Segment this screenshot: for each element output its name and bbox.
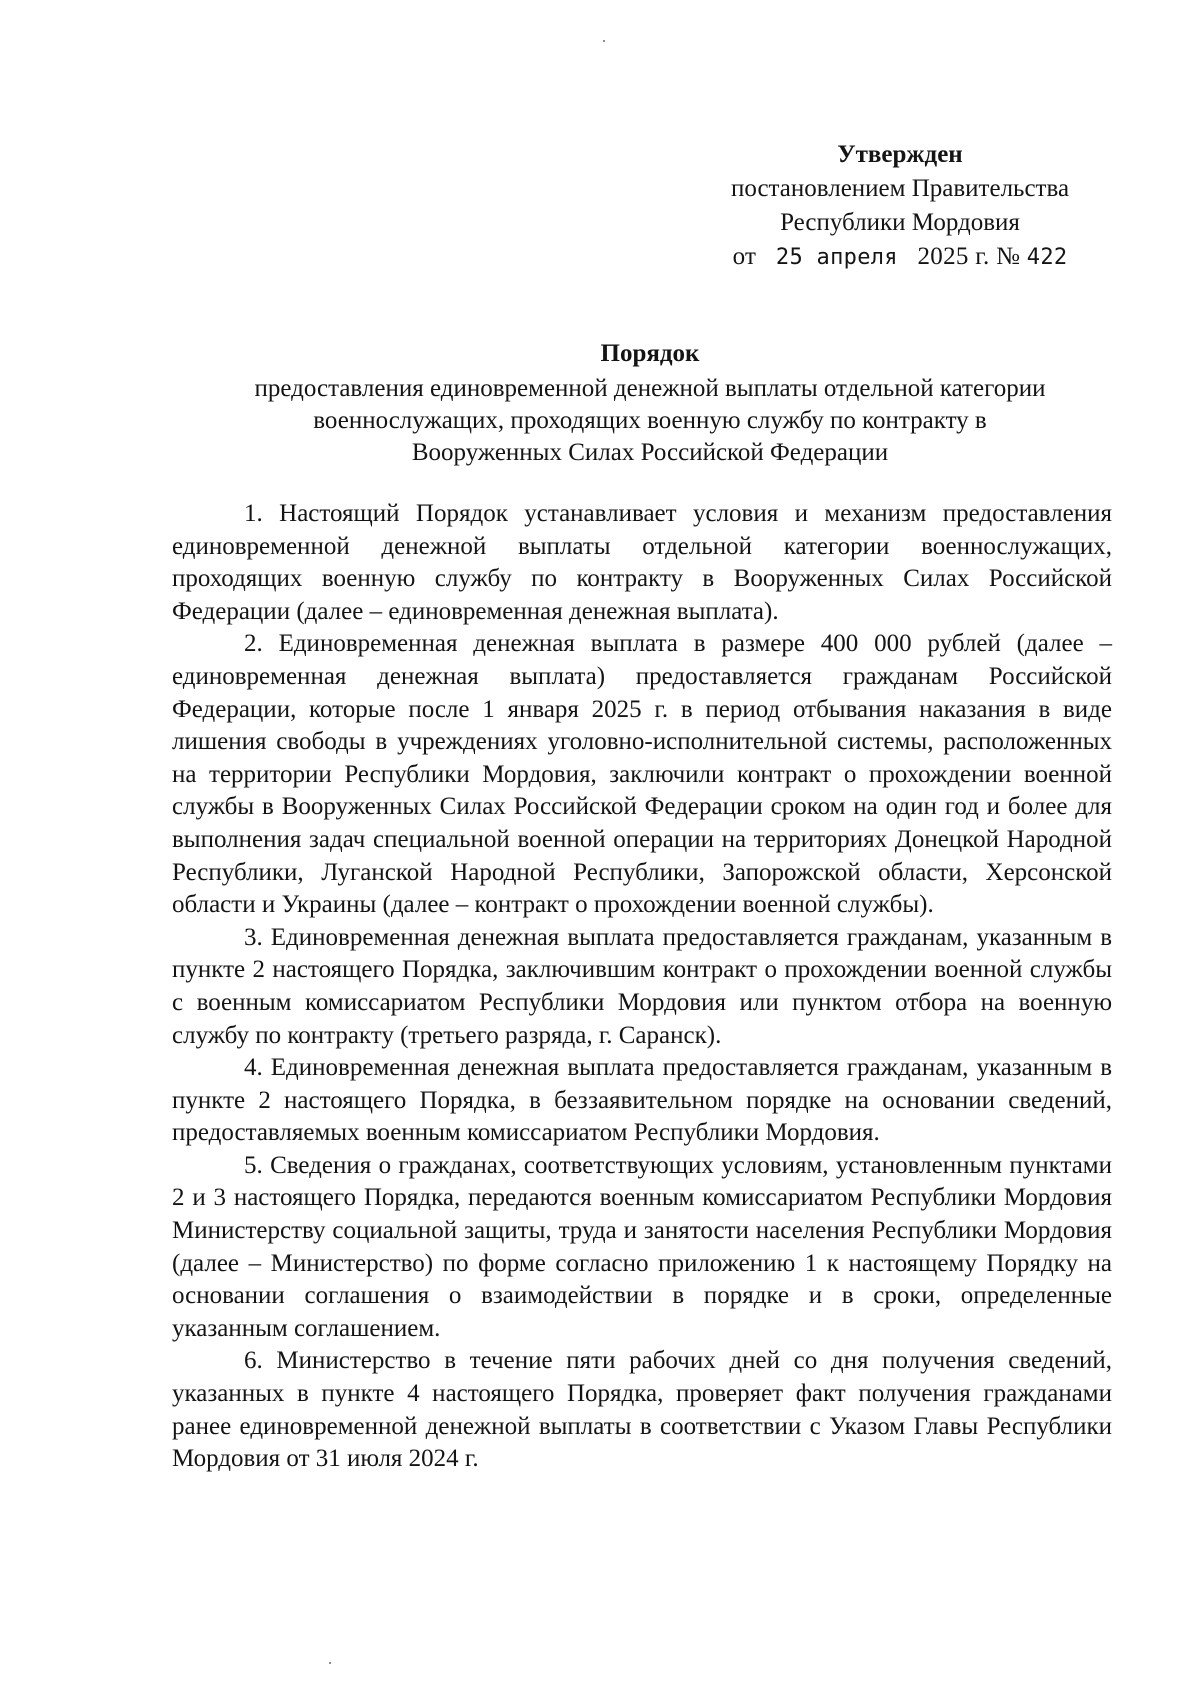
document-title bbox=[180, 338, 1120, 469]
title-line-1: предоставления единовременной денежной выплаты отдельной категории bbox=[254, 375, 1046, 402]
title-heading: Порядок bbox=[600, 340, 700, 367]
paragraph-3: 3. Единовременная денежная выплата предоставляется гражданам, указанным в пункте 2 настоящего Порядка, заключившим контракт о прохождении военной службы с военным комиссариатом Республики Мордовия или пунктом отбора на военную службу по контракту (третьего разряда, г. Саранск). bbox=[172, 923, 1112, 1049]
approval-date: 25 апреля bbox=[775, 245, 898, 270]
paragraph-2: 2. Единовременная денежная выплата в размере 400 000 рублей (далее – единовременная денежная выплата) предоставляется гражданам Российской Федерации, которые после 1 января 2025 г. в период отбывания наказания в виде лишения свободы в учреждениях уголовно-исполнительной системы, расположенных на территории Республики Мордовия, заключили контракт о прохождении военной службы в Вооруженных Силах Российской Федерации сроком на один год и более для выполнения задач специальной военной операции на территориях Донецкой Народной Республики, Луганской Народной Республики, Запорожской области, Херсонской области и Украины (далее – контракт о прохождении военной службы). bbox=[172, 630, 1112, 919]
title-line-3: Вооруженных Силах Российской Федерации bbox=[411, 439, 889, 466]
approval-number: 422 bbox=[1026, 245, 1068, 270]
scan-speck bbox=[603, 40, 605, 42]
approval-stamp bbox=[690, 138, 1110, 275]
approval-year: 2025 г. № bbox=[917, 243, 1021, 270]
paragraph-5: 5. Сведения о гражданах, соответствующих условиям, установленным пунктами 2 и 3 настоящего Порядка, передаются военным комиссариатом Республики Мордовия Министерству социальной защиты, труда и занятости населения Республики Мордовия (далее – Министерство) по форме согласно приложению 1 к настоящему Порядку на основании соглашения о взаимодействии в порядке и в сроки, определенные указанным соглашением. bbox=[172, 1151, 1112, 1342]
title-line-2: военнослужащих, проходящих военную службу по контракту в bbox=[313, 407, 987, 434]
scan-speck bbox=[329, 1662, 331, 1664]
approval-line-2: Республики Мордовия bbox=[780, 209, 1020, 236]
approved-label: Утвержден bbox=[837, 141, 963, 168]
date-prefix: от bbox=[732, 243, 757, 270]
paragraph-1: 1. Настоящий Порядок устанавливает условия и механизм предоставления единовременной денежной выплаты отдельной категории военнослужащих, проходящих военную службу по контракту в Вооруженных Силах Российской Федерации (далее – единовременная денежная выплата). bbox=[172, 500, 1112, 625]
approval-line-1: постановлением Правительства bbox=[730, 175, 1070, 202]
document-body bbox=[172, 498, 1112, 1476]
paragraph-6: 6. Министерство в течение пяти рабочих дней со дня получения сведений, указанных в пункте 4 настоящего Порядка, проверяет факт получения гражданами ранее единовременной денежной выплаты в соответствии с Указом Главы Республики Мордовия от 31 июля 2024 г. bbox=[172, 1347, 1112, 1473]
approval-date-line bbox=[690, 240, 1110, 275]
paragraph-4: 4. Единовременная денежная выплата предоставляется гражданам, указанным в пункте 2 настоящего Порядка, в беззаявительном порядке на основании сведений, предоставляемых военным комиссариатом Республики Мордовия. bbox=[172, 1054, 1112, 1147]
